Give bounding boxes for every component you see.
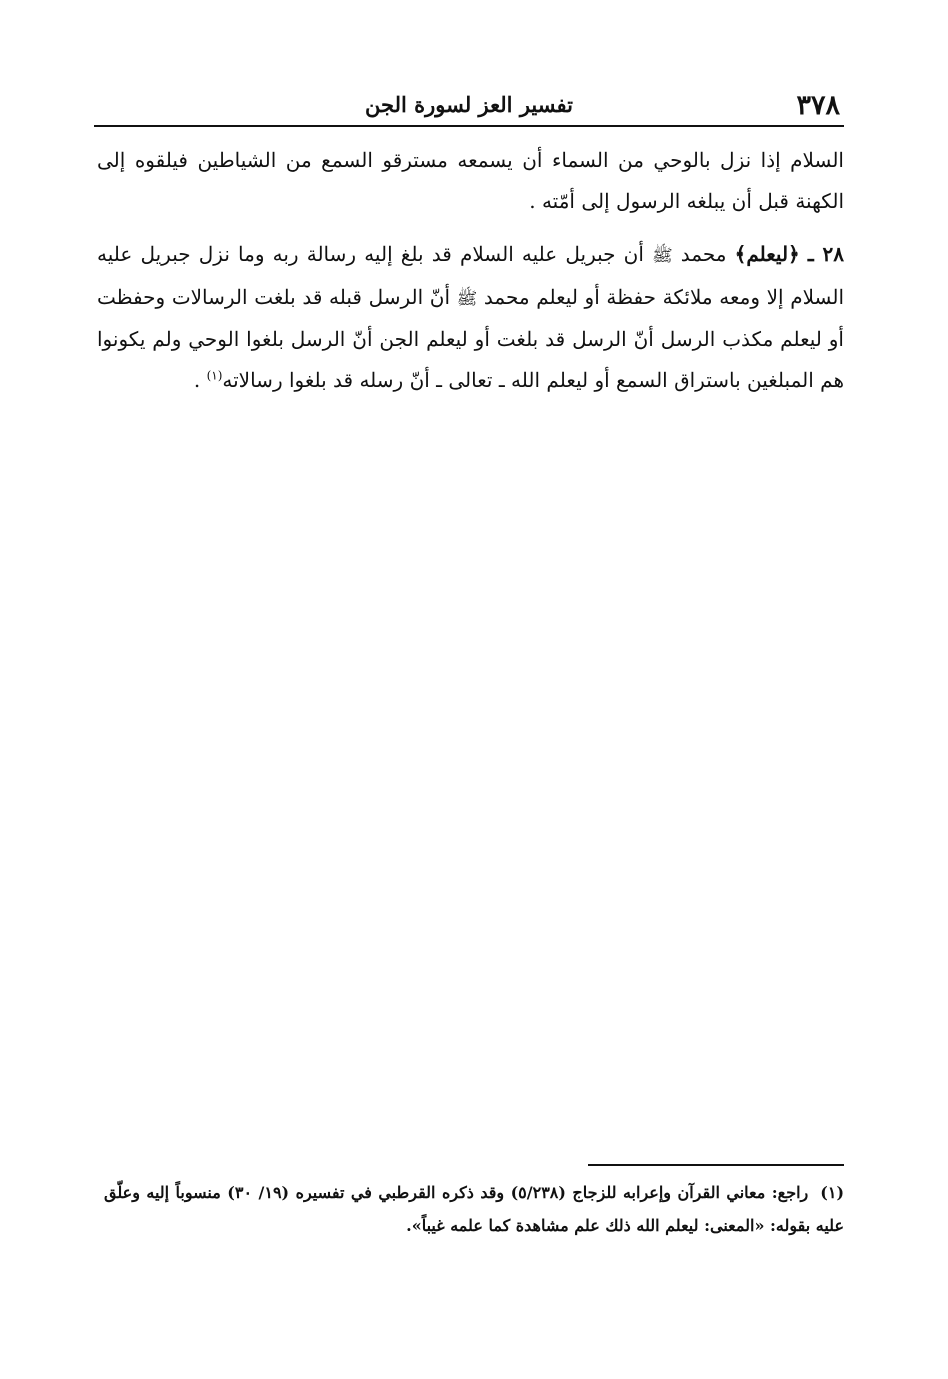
footnote-text: راجع: معاني القرآن وإعرابه للزجاج (٥/٢٣٨) وقد ذكره القرطبي في تفسيره (١٩/ ٣٠) منسوباً إليه وعلّق عليه بقوله: «المعنى: ليعلم الله ذلك علم مشاهدة كما علمه غيباً». bbox=[104, 1183, 844, 1235]
running-title: تفسير العز لسورة الجن bbox=[365, 92, 573, 117]
paragraph-2 bbox=[97, 234, 844, 400]
footnote bbox=[104, 1177, 844, 1242]
paragraph-1: السلام إذا نزل بالوحي من السماء أن يسمعه مسترقو السمع من الشياطين فيلقوه إلى الكهنة قبل أن يبلغه الرسول إلى أمّته . bbox=[97, 148, 844, 213]
verse-number: ٢٨ ـ bbox=[807, 242, 845, 266]
honorific-glyph: ﷺ bbox=[652, 246, 673, 266]
page-number: ٣٧٨ bbox=[796, 90, 840, 121]
footnote-reference: (١) bbox=[206, 367, 223, 382]
end-mark: . bbox=[193, 367, 201, 392]
footnote-marker: (١) bbox=[820, 1183, 845, 1202]
paragraph-2-part-3: أنّ الرسل قبله قد بلغت الرسالات وحفظت أو ليعلم مكذب الرسل أنّ الرسل قد بلغت أو ليعلم الجن أنّ الرسل بلغوا الوحي ولم يكونوا هم المبلغين باستراق السمع أو ليعلم الله ـ تعالى ـ أنّ رسله قد بلغوا رسالاته bbox=[97, 284, 844, 392]
honorific-glyph: ﷺ bbox=[456, 288, 478, 309]
paragraph-2-part-1: محمد bbox=[680, 242, 727, 266]
paragraph-2-part-2: أن جبريل عليه السلام قد بلغ إليه رسالة ربه وما نزل جبريل عليه السلام إلا ومعه ملائكة حفظة أو ليعلم محمد bbox=[97, 242, 845, 309]
quranic-keyword: ﴿ليعلم﴾ bbox=[734, 242, 800, 266]
header-rule bbox=[94, 125, 844, 127]
main-text bbox=[97, 140, 844, 400]
footnote-paragraph bbox=[104, 1177, 844, 1242]
page-header bbox=[94, 84, 844, 128]
footnote-rule bbox=[588, 1164, 844, 1166]
